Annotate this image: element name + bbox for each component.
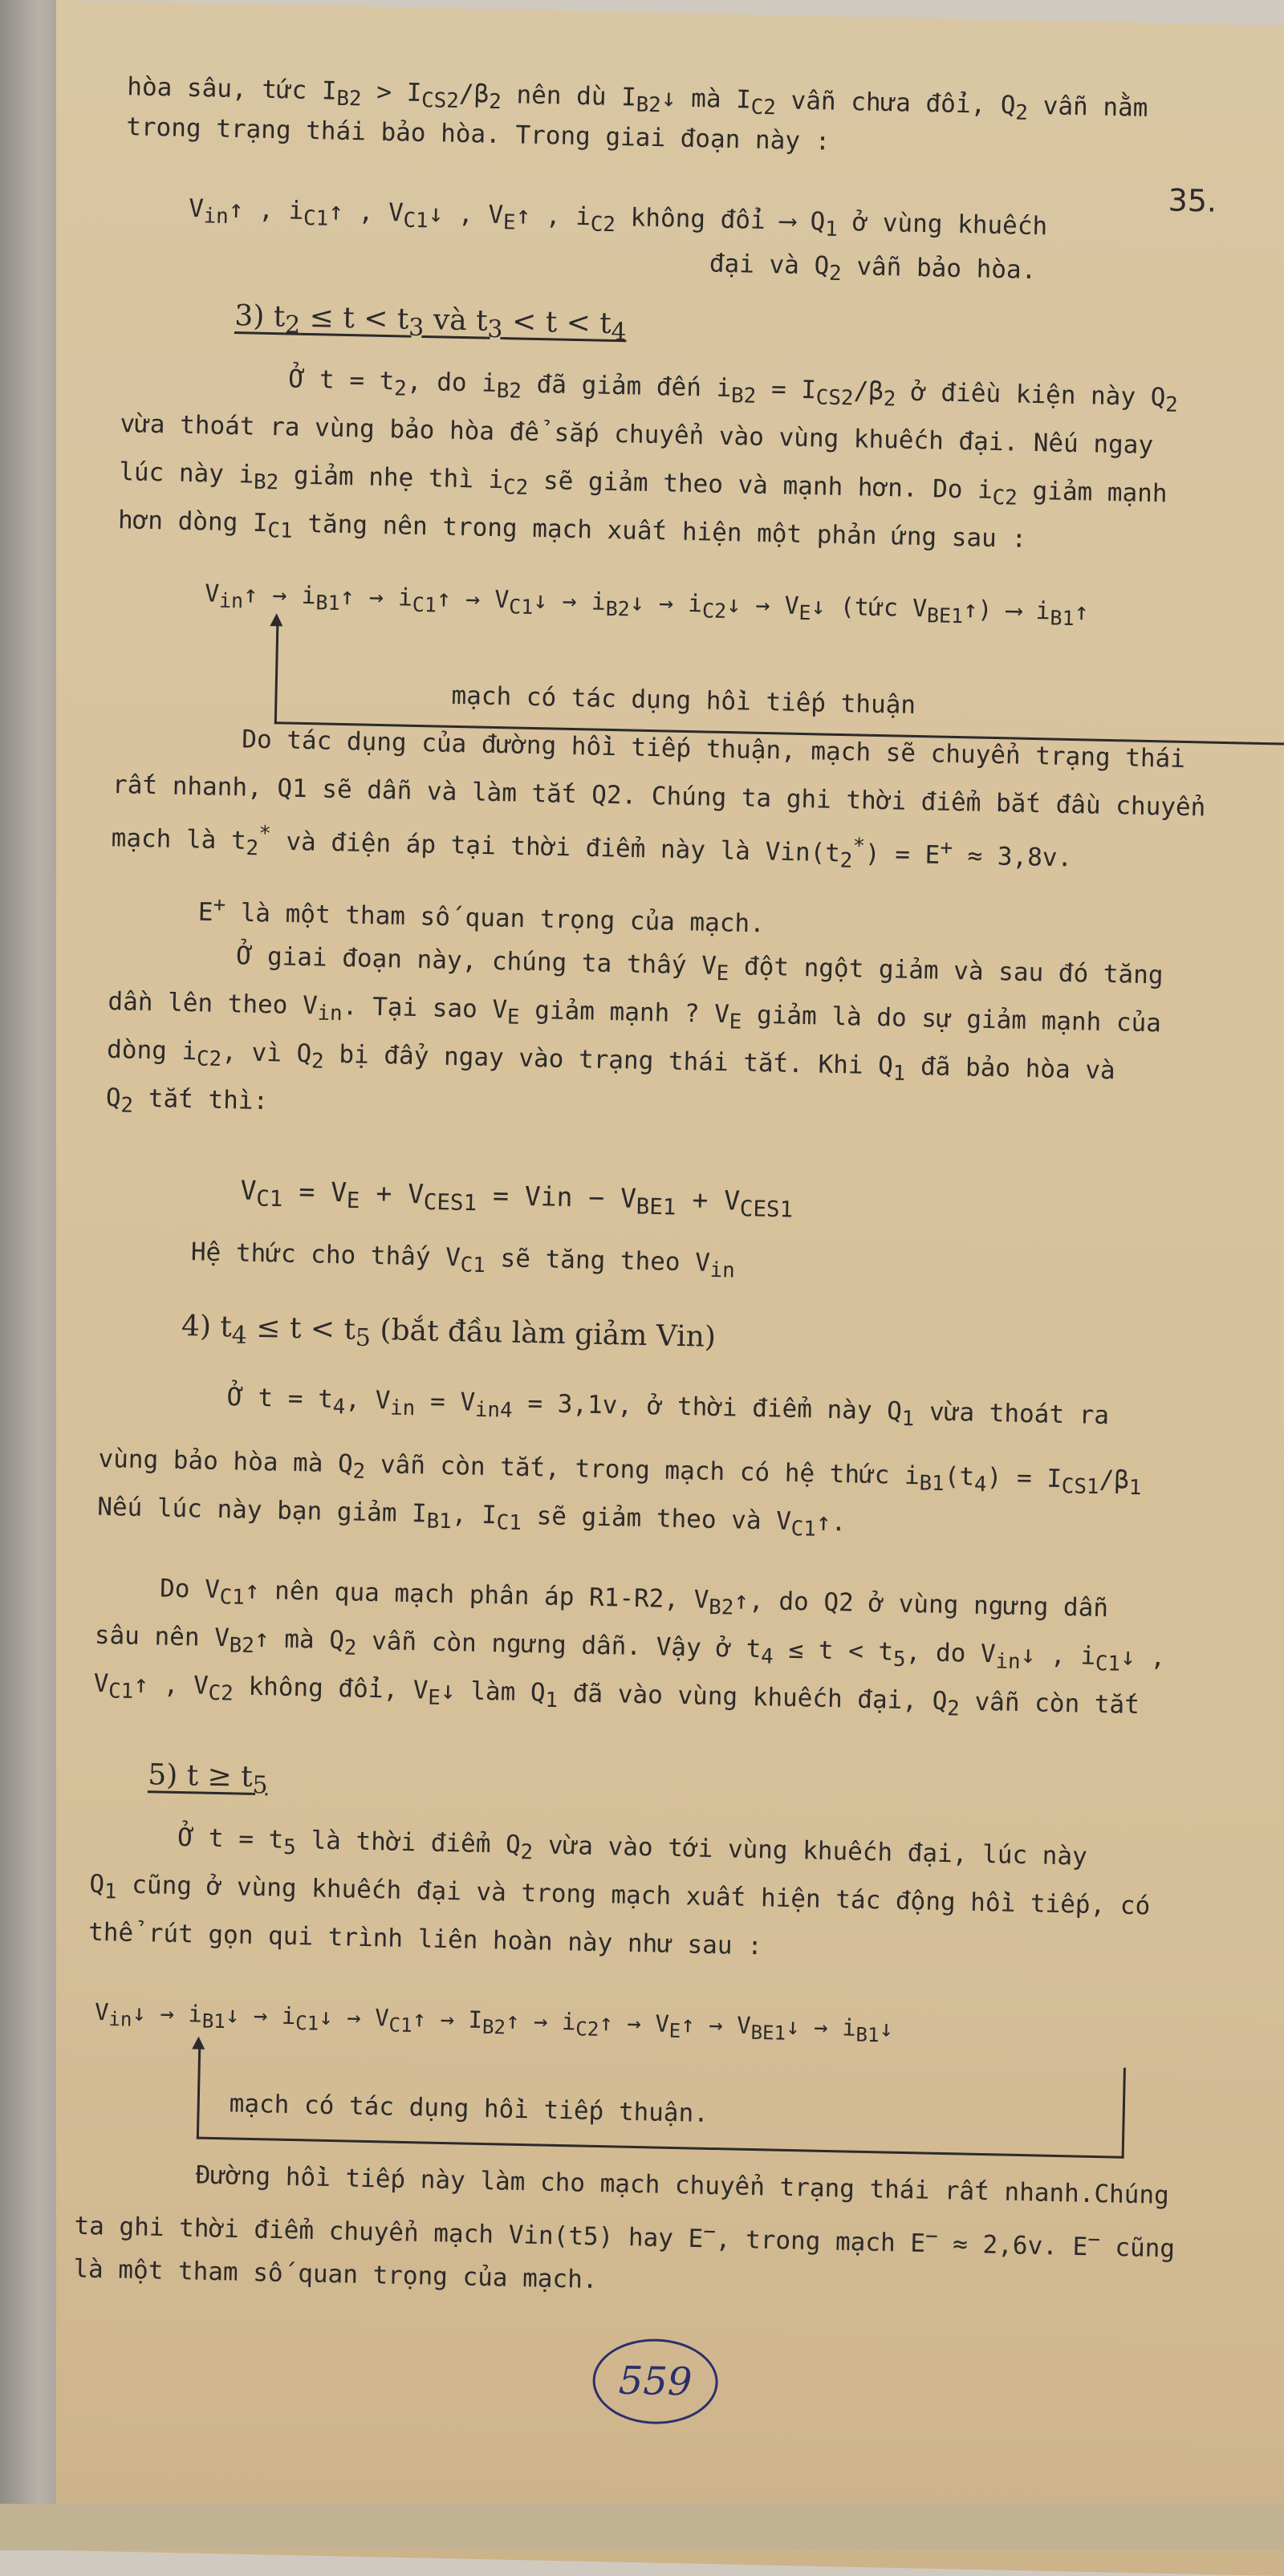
handwritten-page-stamp: [592, 2338, 719, 2425]
feedback-label-2: mạch có tác dụng hồi tiếp thuận.: [229, 2089, 709, 2128]
text-line: ta ghi thời điểm chuyển mạch Vin(t5) hay E−, trong mạch E− ≈ 2,6v. E− cũng: [74, 2211, 1176, 2264]
text-line: Nếu lúc này bạn giảm $I_{B1}$, $I_{C1}$ sẽ giảm theo và $V_{C1}↑$.: [96, 1492, 847, 1542]
text-line: rất nhanh, Q1 sẽ dẫn và làm tắt Q2. Chúng ta ghi thời điểm bắt đầu chuyển: [112, 770, 1206, 823]
feedback-chain-1: $V_{in}↑$ → $i_{B1}↑$ → $i_{C1}↑$ → $V_{C1}↓$ → $i_{B2}↓$ → $i_{C2}↓$ → $V_E↓$ (tức $V_{BE1}↑$) ⟶ $i_{B1}↑$: [204, 579, 1090, 631]
text-line: Đường hồi tiếp này làm cho mạch chuyển trạng thái rất nhanh.Chúng: [195, 2160, 1170, 2210]
text-line: là một tham số quan trọng của mạch.: [73, 2254, 598, 2295]
handwritten-number: 559: [618, 2358, 693, 2405]
text-line: Do $V_{C1}↑$ nên qua mạch phân áp R1-R2, $V_{B2}↑$, do Q2 ở vùng ngưng dẫn: [159, 1574, 1109, 1623]
text-line: $Q_1$ cũng ở vùng khuếch đại và trong mạch xuất hiện tác động hồi tiếp, có: [89, 1869, 1151, 1921]
text-line: hòa sâu, tức $I_{B2} > I_{CS2}/\beta_2$ nên dù $I_{B2}↓$ mà $I_{C2}$ vẫn chưa đổi, $Q_2$ vẫn nằm: [126, 72, 1148, 125]
text-line: hơn dòng $I_{C1}$ tăng nên trong mạch xuất hiện một phản ứng sau :: [117, 506, 1027, 554]
text-line: $V_{C1}↑$ , $V_{C2}$ không đổi, $V_E↓$ làm $Q_1$ đã vào vùng khuếch đại, $Q_2$ vẫn còn tắt: [93, 1668, 1140, 1721]
text-line: $Q_2$ tắt thì:: [105, 1083, 269, 1118]
section-heading-3: 3) $t_2 \le t < t_3$ và $t_3 < t < t_4$: [234, 299, 627, 347]
text-line: dòng $i_{C2}$, vì $Q_2$ bị đẩy ngay vào trạng thái tắt. Khi $Q_1$ đã bảo hòa và: [106, 1034, 1116, 1086]
text-line: sâu nên $V_{B2}↑$ mà $Q_2$ vẫn còn ngưng dẫn. Vậy ở $t_4 \le t < t_5$, do $V_{in}↓$ , $i_{C1}↓$ ,: [94, 1620, 1166, 1676]
section-heading-5: 5) $t \ge t_5$: [147, 1758, 268, 1800]
text-line: trong trạng thái bảo hòa. Trong giai đoạn này :: [125, 112, 831, 156]
text-line: Hệ thức cho thấy $V_{C1}$ sẽ tăng theo $V_{in}$: [190, 1237, 736, 1283]
text-line: thể rút gọn qui trình liên hoàn này như sau :: [87, 1917, 763, 1961]
feedback-label-1: mạch có tác dụng hồi tiếp thuận: [451, 681, 916, 720]
text-line: Ở $t = t_4$, $V_{in} = V_{in4} = 3,1v$, ở thời điểm này $Q_1$ vừa thoát ra: [227, 1383, 1110, 1432]
feedback-loop-line-1: [274, 625, 1284, 746]
text-line: E+ là một tham số quan trọng của mạch.: [197, 892, 766, 939]
section-heading-4: 4) $t_4 \le t < t_5$ (bắt đầu làm giảm Vin): [181, 1309, 717, 1354]
text-line: vùng bảo hòa mà $Q_2$ vẫn còn tắt, trong mạch có hệ thức $i_{B1}(t_4) = I_{CS1}/\beta_1$: [98, 1444, 1142, 1501]
feedback-chain-2: $V_{in}↓$ → $i_{B1}↓$ → $i_{C1}↓$ → $V_{C1}↑$ → $I_{B2}↑$ → $i_{C2}↑$ → $V_E↑$ → $V_{BE1}↓$ → $i_{B1}↓$: [94, 1997, 894, 2047]
text-line: lúc này $i_{B2}$ giảm nhẹ thì $i_{C2}$ sẽ giảm theo và mạnh hơn. Do $i_{C2}$ giảm mạnh: [118, 457, 1168, 510]
feedback-arrow-1: [270, 613, 282, 626]
bottom-shadow: [0, 2504, 1284, 2550]
equation-vc1: $V_{C1} = V_E + V_{CES1}$ = Vin − $V_{BE1} + V_{CES1}$: [240, 1174, 794, 1223]
feedback-arrow-2: [192, 2036, 205, 2049]
page-text: [68, 24, 1259, 2519]
text-line: Ở giai đoạn này, chúng ta thấy $V_E$ đột ngột giảm và sau đó tăng: [237, 941, 1164, 990]
feedback-loop-line-2: [197, 2049, 1126, 2159]
text-line: $V_{in}↑$ , $i_{C1}↑$ , $V_{C1}↓$ , $V_E↑$ , $i_{C2}$ không đổi ⟶ $Q_1$ ở vùng khuếch: [188, 193, 1048, 242]
text-line: vừa thoát ra vùng bảo hòa để sắp chuyển vào vùng khuếch đại. Nếu ngay: [120, 409, 1154, 461]
text-line: Do tác dụng của đường hồi tiếp thuận, mạch sẽ chuyển trạng thái: [241, 725, 1186, 774]
page-number: 35.: [1168, 182, 1217, 219]
text-line: đại và $Q_2$ vẫn bảo hòa.: [709, 249, 1037, 286]
text-line: mạch là $t_2^*$ và điện áp tại thời điểm này là $Vin(t_2^*) = E^+ \approx 3,8v$.: [111, 821, 1073, 873]
text-line: Ở $t = t_5$ là thời điểm $Q_2$ vừa vào tới vùng khuếch đại, lúc này: [178, 1823, 1088, 1871]
text-line: Ở $t = t_2$, do $i_{B2}$ đã giảm đến $i_{B2} = I_{CS2}/\beta_2$ ở điều kiện này $Q_2$: [289, 364, 1179, 417]
text-line: dần lên theo $V_{in}$. Tại sao $V_E$ giảm mạnh ? $V_E$ giảm là do sự giảm mạnh của: [108, 986, 1162, 1038]
